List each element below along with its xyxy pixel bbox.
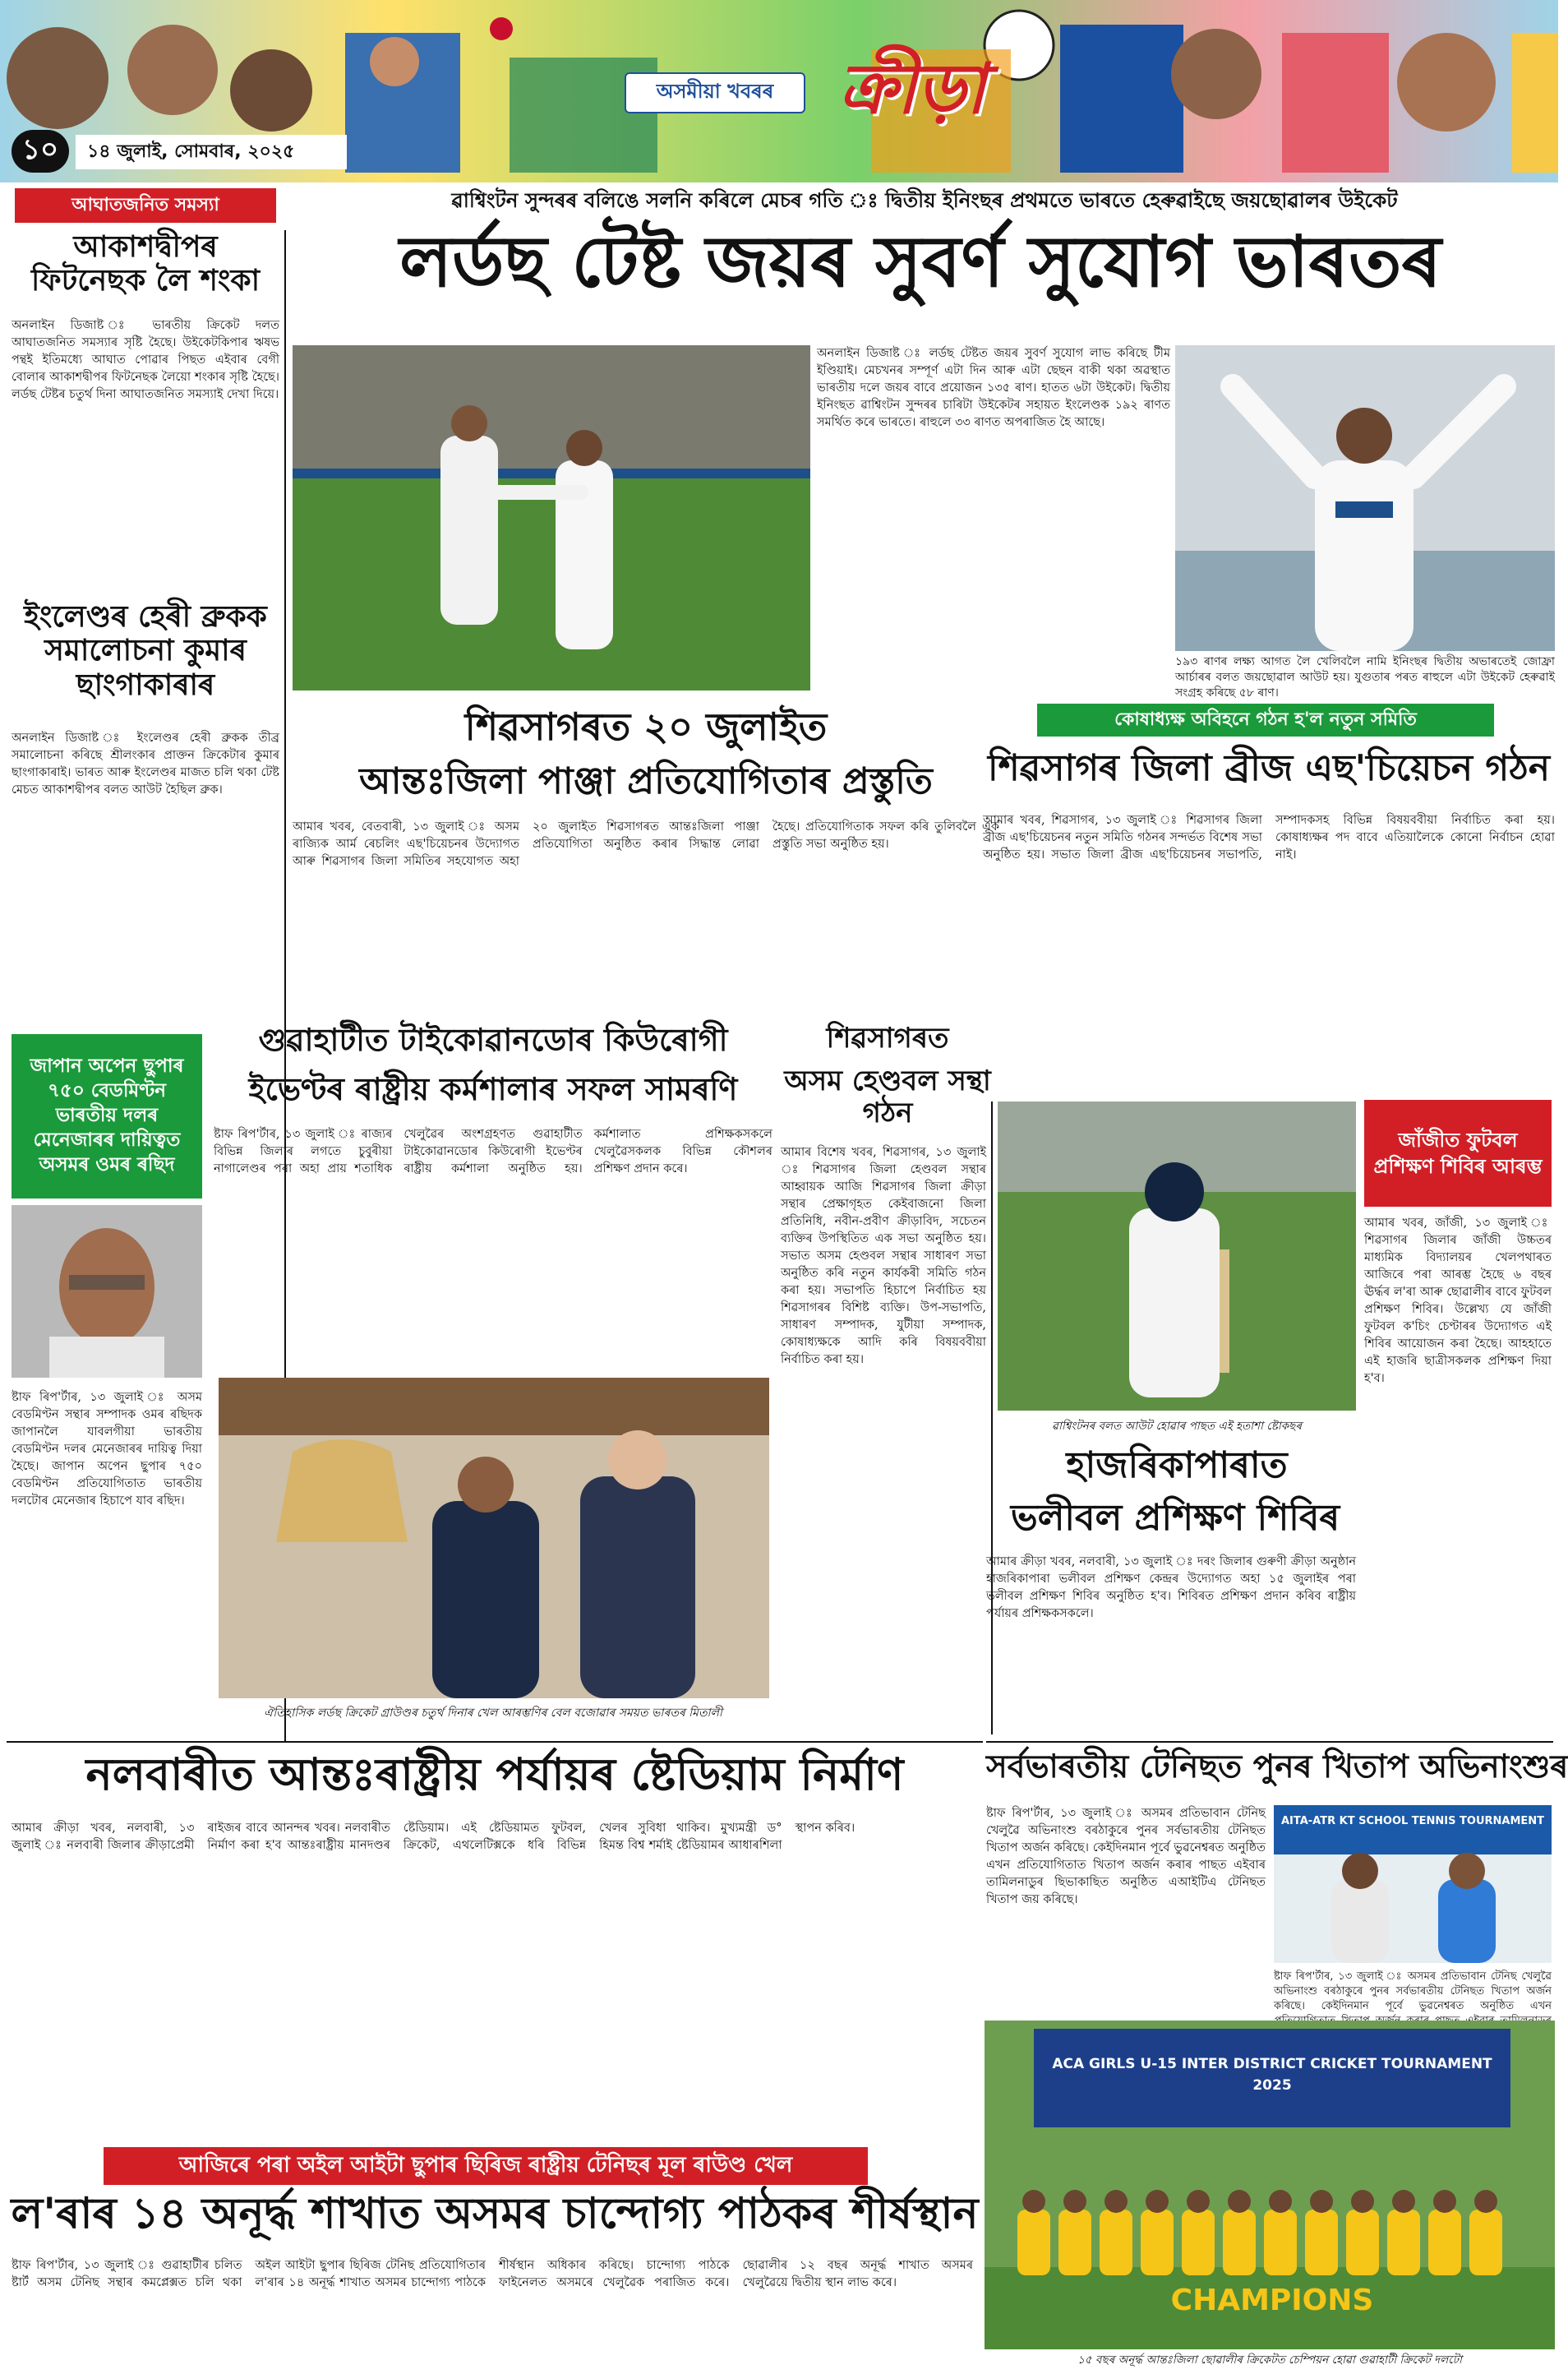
tennis-banner: আজিৰে পৰা অইল আইটা ছুপাৰ ছিৰিজ ৰাষ্ট্ৰীয় টেনিছৰ মূল ৰাউণ্ড খেল <box>104 2147 868 2185</box>
volleyball-body: আমাৰ ক্ৰীড়া খবৰ, নলবাৰী, ১৩ জুলাই ঃ দৰং জিলাৰ গুৰুণী ক্ৰীড়া অনুষ্ঠান হাজৰিকাপাৰা ভলীবল প্ৰশিক্ষণ কেন্দ্ৰৰ উদ্যোগত অহা ১৫ জুলাইৰ পৰা ভলীবল প্ৰশিক্ষণ শিবিৰ অনুষ্ঠিত হ'ব। শিবিৰত প্ৰশিক্ষণ প্ৰদান কৰিব ৰাষ্ট্ৰীয় পৰ্যায়ৰ প্ৰশিক্ষকসকলে। <box>986 1555 1356 1620</box>
stokes-photo <box>998 1102 1356 1411</box>
main-headline: লৰ্ডছ টেষ্ট জয়ৰ সুবৰ্ণ সুযোগ ভাৰতৰ <box>399 221 1441 303</box>
tennis-photo-banner-text: AITA-ATR KT SCHOOL TENNIS TOURNAMENT <box>1280 1815 1545 1827</box>
masthead <box>0 0 1558 182</box>
cricket-team-photo <box>985 2021 1555 2349</box>
abhinav-body: ষ্টাফ ৰিপ'ৰ্টাৰ, ১৩ জুলাই ঃ অসমৰ প্ৰতিভাবান টেনিছ খেলুৱৈ অভিনাংশু বৰঠাকুৰে পুনৰ সৰ্বভাৰতীয় টেনিছত খিতাপ অৰ্জন কৰিছে। কেইদিনমান পূৰ্বে ভুৱনেশ্বৰত অনুষ্ঠিত এখন প্ৰতিযোগিতাত খিতাপ অৰ্জন কৰাৰ পাছত এইবাৰ তামিলনাডুৰ ছিভাকাছিত অনুষ্ঠিত এআইটিএ টেনিছত খিতাপ জয় কৰিছে। <box>986 1807 1266 1906</box>
handball-headline-line2: অসম হেণ্ডবল সন্থা গঠন <box>784 1065 991 1130</box>
committee-banner: কোষাধ্যক্ষ অবিহনে গঠন হ'ল নতুন সমিতি <box>1037 704 1494 737</box>
guwahati-headline-line1: গুৱাহাটীত টাইকোৱানডোৰ কিউৰোগী <box>258 1022 728 1058</box>
guwahati-headline-line2: ইভেণ্টৰ ৰাষ্ট্ৰীয় কৰ্মশালাৰ সফল সামৰণি <box>248 1071 738 1107</box>
cricket-photo-graphic <box>293 345 810 690</box>
stokes-caption: ৱাশ্বিংটনৰ বলত আউট হোৱাৰ পাছত এই হতাশা ষ্টোকছৰ <box>1052 1420 1302 1433</box>
stokes-photo-graphic <box>998 1102 1356 1411</box>
panja-body: আমাৰ খবৰ, বেতবাৰী, ১৩ জুলাই ঃ অসম ৰাজ্যিক আৰ্ম ৰেচলিং এছ'চিয়েচনৰ উদ্যোগত আৰু শিৱসাগৰ জিলা সমিতিৰ সহযোগত অহা ২০ জুলাইত শিৱসাগৰত আন্তঃজিলা পাঞ্জা প্ৰতিযোগিতা অনুষ্ঠিত কৰাৰ সিদ্ধান্ত লোৱা হৈছে। প্ৰতিযোগিতাক সফল কৰি তুলিবলৈ এক প্ৰস্তুতি সভা অনুষ্ঠিত হয়। <box>293 820 999 868</box>
nalbari-top-rule <box>7 1741 983 1743</box>
brand-small: অসমীয়া খবৰৰ <box>625 72 805 113</box>
bumrah-caption-text: ১৯৩ ৰাণৰ লক্ষ্য আগত লৈ খেলিবলৈ নামি ইনিংছৰ দ্বিতীয় অভাৰতেই জোফ্ৰা আৰ্চাৰৰ বলত জয়ছোৱাল আউট হয়। যুগুতাৰ পৰত ৰাহুলে এটা উইকেট হেৰুৱাই সংগ্ৰহ কৰিছে ৫৮ ৰাণ। <box>1175 655 1555 700</box>
tennis-trophy-photo <box>1274 1805 1552 1963</box>
panja-headline-line2: আন্তঃজিলা পাঞ্জা প্ৰতিযোগিতাৰ প্ৰস্তুতি <box>359 760 933 802</box>
kicker-line: ৱাশ্বিংটন সুন্দৰৰ বলিঙে সলনি কৰিলে মেচৰ গতি ঃ দ্বিতীয় ইনিংছৰ প্ৰথমতে ভাৰতে হেৰুৱাইছে জয়ছোৱালৰ উইকেট <box>451 188 1398 212</box>
date-line: ১৪ জুলাই, সোমবাৰ, ২০২৫ <box>76 135 347 169</box>
bumrah-photo <box>1175 345 1555 651</box>
nalbari-headline: নলবাৰীত আন্তঃৰাষ্ট্ৰীয় পৰ্যায়ৰ ষ্টেডিয়াম নিৰ্মাণ <box>85 1748 904 1800</box>
omar-rashid-photo <box>12 1205 202 1378</box>
brand-big: ক্ৰীড়া <box>838 47 986 129</box>
bumrah-photo-graphic <box>1175 345 1555 651</box>
abhinav-body-cont: ষ্টাফ ৰিপ'ৰ্টাৰ, ১৩ জুলাই ঃ অসমৰ প্ৰতিভাবান টেনিছ খেলুৱৈ অভিনাংশু বৰঠাকুৰে পুনৰ সৰ্বভাৰতীয় টেনিছত খিতাপ অৰ্জন কৰিছে। কেইদিনমান পূৰ্বে ভুৱনেশ্বৰত অনুষ্ঠিত এখন <box>1274 1970 1552 2012</box>
bell-photo-graphic <box>219 1378 769 1698</box>
mithali-caption: ঐতিহাসিক লৰ্ডছ ক্ৰিকেট গ্ৰাউণ্ডৰ চতুৰ্থ দিনাৰ খেল আৰম্ভণিৰ বেল বজোৱাৰ সময়ত ভাৰতৰ মিতালী <box>264 1707 722 1720</box>
story2-body: অনলাইন ডিজাষ্ট ঃ ইংলেণ্ডৰ হেৰী ব্ৰুকক তীব্ৰ সমালোচনা কৰিছে শ্ৰীলংকাৰ প্ৰাক্তন ক্ৰিকেটাৰ কুমাৰ ছাংগাকাৰাই। ভাৰত আৰু ইংলেণ্ডৰ মাজত চলি থকা টেষ্ট মেচত আকাশদ্বীপৰ বলত আউট হৈছিল ব্ৰুক। <box>12 732 279 797</box>
volleyball-headline-line2: ভলীবল প্ৰশিক্ষণ শিবিৰ <box>1010 1497 1340 1539</box>
story2-headline: ইংলেণ্ডৰ হেৰী ব্ৰুকক সমালোচনা কুমাৰ ছাংগাকাৰাৰ <box>24 600 267 702</box>
story1-body: অনলাইন ডিজাষ্ট ঃ ভাৰতীয় ক্ৰিকেট দলত আঘাতজনিত সমস্যাৰ সৃষ্টি হৈছে। উইকেটকিপাৰ ঋষভ পন্থই ইতিমধ্যে আঘাত পোৱাৰ পিছত এইবাৰ বেগী বোলাৰ আকাশদ্বীপৰ ফিটনেছক লৈয়ো শংকাৰ সৃষ্টি হৈছে। লৰ্ডছ টেষ্টৰ চতুৰ্থ দিনা আঘাতজনিত সমস্যাই দেখা দিয়ে। <box>12 319 279 401</box>
story1-headline: আকাশদ্বীপৰ ফিটনেছক লৈ শংকা <box>30 230 261 298</box>
chess-body: ষ্টাফ ৰিপ'ৰ্টাৰ, ১৩ জুলাই ঃ গুৱাহাটীৰ চলিত ষ্টাৰ্ট অসম টেনিছ সন্থাৰ কমপ্লেক্সত চলি থকা অইল আইটা ছুপাৰ ছিৰিজ টেনিছ প্ৰতিযোগিতাৰ ল'ৰাৰ ১৪ অনূৰ্দ্ধ শাখাত অসমৰ চান্দোগ্য পাঠকে শীৰ্ষস্থান অধিকাৰ কৰিছে। চান্দোগ্য পাঠকে ফাইনেলত অসমৰে খেলুৱৈক পৰাজিত কৰে। ছোৱালীৰ ১২ বছৰ অনূৰ্দ্ধ শাখাত অসমৰ খেলুৱৈয়ে দ্বিতীয় স্থান লাভ কৰে। <box>12 2259 973 2289</box>
chess-headline: ল'ৰাৰ ১৪ অনূৰ্দ্ধ শাখাত অসমৰ চান্দোগ্য পাঠকৰ শীৰ্ষস্থান <box>11 2189 979 2238</box>
mithali-bell-photo <box>219 1378 769 1698</box>
jagi-body: আমাৰ খবৰ, জাঁজী, ১৩ জুলাই ঃ শিৱসাগৰ জিলাৰ জাঁজী উচ্চতৰ মাধ্যমিক বিদ্যালয়ৰ খেলপথাৰত আজিৰে পৰা আৰম্ভ হৈছে ৬ বছৰ ঊৰ্দ্ধৰ ল'ৰা আৰু ছোৱালীৰ বাবে ফুটবল প্ৰশিক্ষণ শিবিৰ। উল্লেখ্য যে জাঁজী ফুটবল ক'চিং চেণ্টাৰৰ উদ্যোগত এই শিবিৰ আয়োজন কৰা হৈছে। আহহাতে এই হাজৰি ছাত্ৰীসকলক প্ৰশিক্ষণ দিয়া হ'ব। <box>1364 1217 1552 1385</box>
team-caption: ১৫ বছৰ অনূৰ্দ্ধ আন্তঃজিলা ছোৱালীৰ ক্ৰিকেটত চেম্পিয়ন হোৱা গুৱাহাটী ক্ৰিকেট দলটো <box>1077 2353 1462 2367</box>
page-number-badge: ১০ <box>12 130 69 173</box>
team-photo-banner-text: ACA GIRLS U-15 INTER DISTRICT CRICKET TOURNAMENT 2025 <box>1052 2056 1492 2094</box>
badminton-label: জাপান অপেন ছুপাৰ ৭৫০ বেডমিণ্টন ভাৰতীয় দলৰ মেনেজাৰৰ দায়িত্বত অসমৰ ওমৰ ৰছিদ <box>12 1034 202 1199</box>
bridge-headline: শিৱসাগৰ জিলা ব্ৰীজ এছ'চিয়েচন গঠন <box>988 747 1550 789</box>
jagi-tag: জাঁজীত ফুটবল প্ৰশিক্ষণ শিবিৰ আৰম্ভ <box>1364 1100 1552 1207</box>
portrait-graphic <box>12 1205 202 1378</box>
abhinav-top-rule <box>986 1741 1553 1743</box>
left-tag: আঘাতজনিত সমস্যা <box>15 188 276 223</box>
panja-headline-line1: শিৱসাগৰত ২০ জুলাইত <box>464 704 828 749</box>
bridge-body: আমাৰ খবৰ, শিৱসাগৰ, ১৩ জুলাই ঃ শিৱসাগৰ জিলা ব্ৰীজ এছ'চিয়েচনৰ নতুন সমিতি গঠনৰ সন্দৰ্ভত বিশেষ সভা অনুষ্ঠিত হয়। সভাত জিলা ব্ৰীজ এছ'চিয়েচনৰ সভাপতি, সম্পাদকসহ বিভিন্ন বিষয়ববীয়া নিৰ্বাচিত কৰা হয়। কোষাধ্যক্ষৰ পদ বাবে এতিয়ালৈকে কোনো নিৰ্বাচন হোৱা নাই। <box>983 814 1555 861</box>
main-story-body: অনলাইন ডিজাষ্ট ঃ লৰ্ডছ টেষ্টত জয়ৰ সুবৰ্ণ সুযোগ লাভ কৰিছে টীম ইণ্ডিয়াই। মেচখনৰ সম্পূৰ্ণ এটা দিন আৰু এটা ছেছন বাকী থকা অৱস্থাত ভাৰতীয় দলে জয়ৰ বাবে প্ৰয়োজন ১৩৫ ৰাণ। হাতত ৬টা উইকেট। দ্বিতীয় ইনিংছত ৱাশ্বিংটন সুন্দৰৰ চাৰিটা উইকেটৰ সহায়ত ইংলেণ্ডক ১৯২ ৰাণত সমৰ্থিত কৰে ভাৰতে। ৰাহুলে ৩৩ ৰাণত অপৰাজিত হৈ আছে। <box>817 347 1170 429</box>
abhinav-headline: সৰ্বভাৰতীয় টেনিছত পুনৰ খিতাপ অভিনাংশুৰ <box>986 1748 1568 1785</box>
volleyball-headline-line1: হাজৰিকাপাৰাত <box>1066 1444 1288 1486</box>
nalbari-body: আমাৰ ক্ৰীড়া খবৰ, নলবাৰী, ১৩ জুলাই ঃ নলবাৰী জিলাৰ ক্ৰীড়াপ্ৰেমী ৰাইজৰ বাবে আনন্দৰ খবৰ। নলবাৰীত নিৰ্মাণ কৰা হ'ব আন্তঃৰাষ্ট্ৰীয় মানদণ্ডৰ ষ্টেডিয়াম। এই ষ্টেডিয়ামত ফুটবল, ক্ৰিকেট, এথলেটিক্সকে ধৰি বিভিন্ন খেলৰ সুবিধা থাকিব। মুখ্যমন্ত্ৰী ড° হিমন্ত বিশ্ব শৰ্মাই ষ্টেডিয়ামৰ আধাৰশিলা স্থাপন কৰিব। <box>12 1822 855 1852</box>
handball-body: আমাৰ বিশেষ খবৰ, শিৱসাগৰ, ১৩ জুলাই ঃ শিৱসাগৰ জিলা হেণ্ডবল সন্থাৰ আহ্বায়ক আজি শিৱসাগৰ জিলা ক্ৰীড়া সন্থাৰ প্ৰেক্ষাগৃহত কেইবাজনো জিলা প্ৰতিনিধি, নবীন-প্ৰবীণ ক্ৰীড়াবিদ, সচেতন ব্যক্তিৰ উপস্থিতিত এক সভা অনুষ্ঠিত হয়। সভাত অসম হেণ্ডবল সন্থাৰ সাধাৰণ সভা অনুষ্ঠিত কৰি নতুন কাৰ্যকৰী সমিতি গঠন কৰা হয়। সভাপতি হিচাপে নিৰ্বাচিত হয় শিৱসাগৰৰ বিশিষ্ট ব্যক্তি। উপ-সভাপতি, সাধাৰণ সম্পাদক, যুটীয়া সম্পাদক, কোষাধ্যক্ষকে আদি কৰি বিষয়ববীয়া নিৰ্বাচিত কৰা হয়। <box>781 1146 986 1366</box>
cricket-celebration-photo <box>293 345 810 690</box>
handball-headline-line1: শিৱসাগৰত <box>826 1022 949 1055</box>
badminton-body: ষ্টাফ ৰিপ'ৰ্টাৰ, ১৩ জুলাই ঃ অসম বেডমিণ্টন সন্থাৰ সম্পাদক ওমৰ ৰছিদক জাপানলৈ যাবলগীয়া ভাৰতীয় বেডমিণ্টন দলৰ মেনেজাৰৰ দায়িত্ব দিয়া হৈছে। জাপান অপেন ছুপাৰ ৭৫০ বেডমিণ্টন প্ৰতিযোগিতাত ভাৰতীয় দলটোৰ মেনেজাৰ হিচাপে যাব ৰছিদ। <box>12 1391 202 1508</box>
guwahati-body: ষ্টাফ ৰিপ'ৰ্টাৰ, ১৩ জুলাই ঃ ৰাজ্যৰ বিভিন্ন জিলাৰ লগতে চুবুৰীয়া নাগালেণ্ডৰ পৰা অহা প্ৰায় শতাধিক খেলুৱৈৰ অংশগ্ৰহণত গুৱাহাটীত টাইকোৱানডোৰ কিউৰোগী ইভেণ্টৰ ৰাষ্ট্ৰীয় কৰ্মশালা অনুষ্ঠিত হয়। কৰ্মশালাত প্ৰশিক্ষকসকলে খেলুৱৈসকলক বিভিন্ন কৌশলৰ প্ৰশিক্ষণ প্ৰদান কৰে। <box>214 1128 772 1175</box>
team-photo-champions-text: CHAMPIONS <box>1170 2284 1374 2317</box>
